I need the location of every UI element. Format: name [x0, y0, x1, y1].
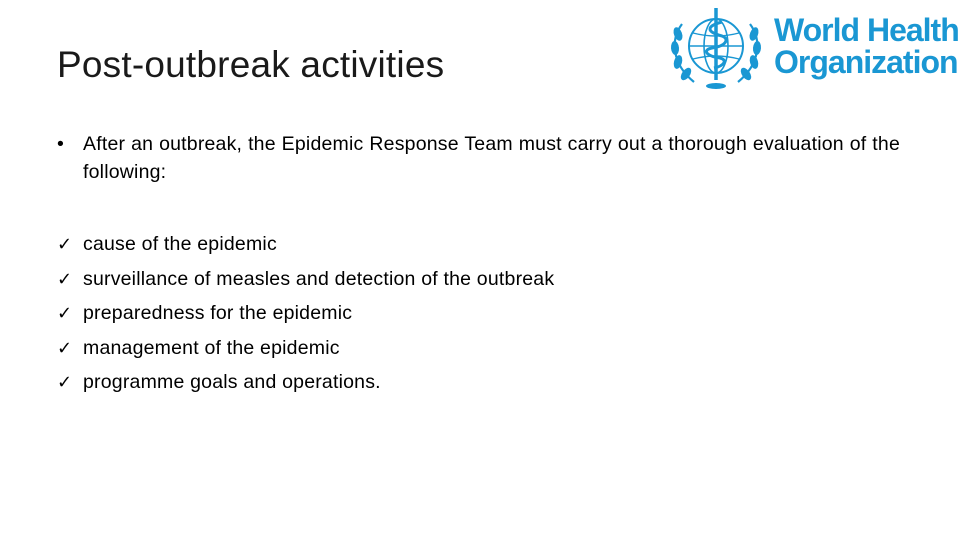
- checklist: [57, 227, 554, 400]
- logo-line-2: Organization: [774, 44, 958, 80]
- who-logo: [664, 4, 960, 94]
- list-item-text: surveillance of measles and detection of the outbreak: [83, 267, 555, 290]
- slide-title: Post-outbreak activities: [57, 44, 445, 85]
- list-item: [57, 262, 554, 297]
- list-item-text: cause of the epidemic: [83, 233, 277, 255]
- list-item: [57, 227, 554, 262]
- list-item-text: management of the epidemic: [83, 336, 340, 359]
- logo-line-1: World Health: [774, 12, 959, 48]
- check-mark-icon: ✓: [57, 268, 73, 289]
- logo-wordmark: [774, 14, 959, 78]
- bullet-icon: •: [57, 133, 64, 155]
- list-item: [57, 296, 554, 331]
- list-item: [57, 331, 554, 366]
- list-item-text: programme goals and operations.: [83, 371, 381, 394]
- intro-paragraph: [57, 130, 900, 186]
- intro-text: After an outbreak, the Epidemic Response Team must carry out a thorough evaluation of the following:: [83, 133, 900, 183]
- check-mark-icon: ✓: [57, 372, 73, 393]
- who-emblem-icon: [664, 4, 768, 92]
- check-mark-icon: ✓: [57, 234, 73, 254]
- list-item: [57, 365, 554, 400]
- check-mark-icon: ✓: [57, 303, 73, 324]
- list-item-text: preparedness for the epidemic: [83, 302, 353, 325]
- check-mark-icon: ✓: [57, 337, 73, 358]
